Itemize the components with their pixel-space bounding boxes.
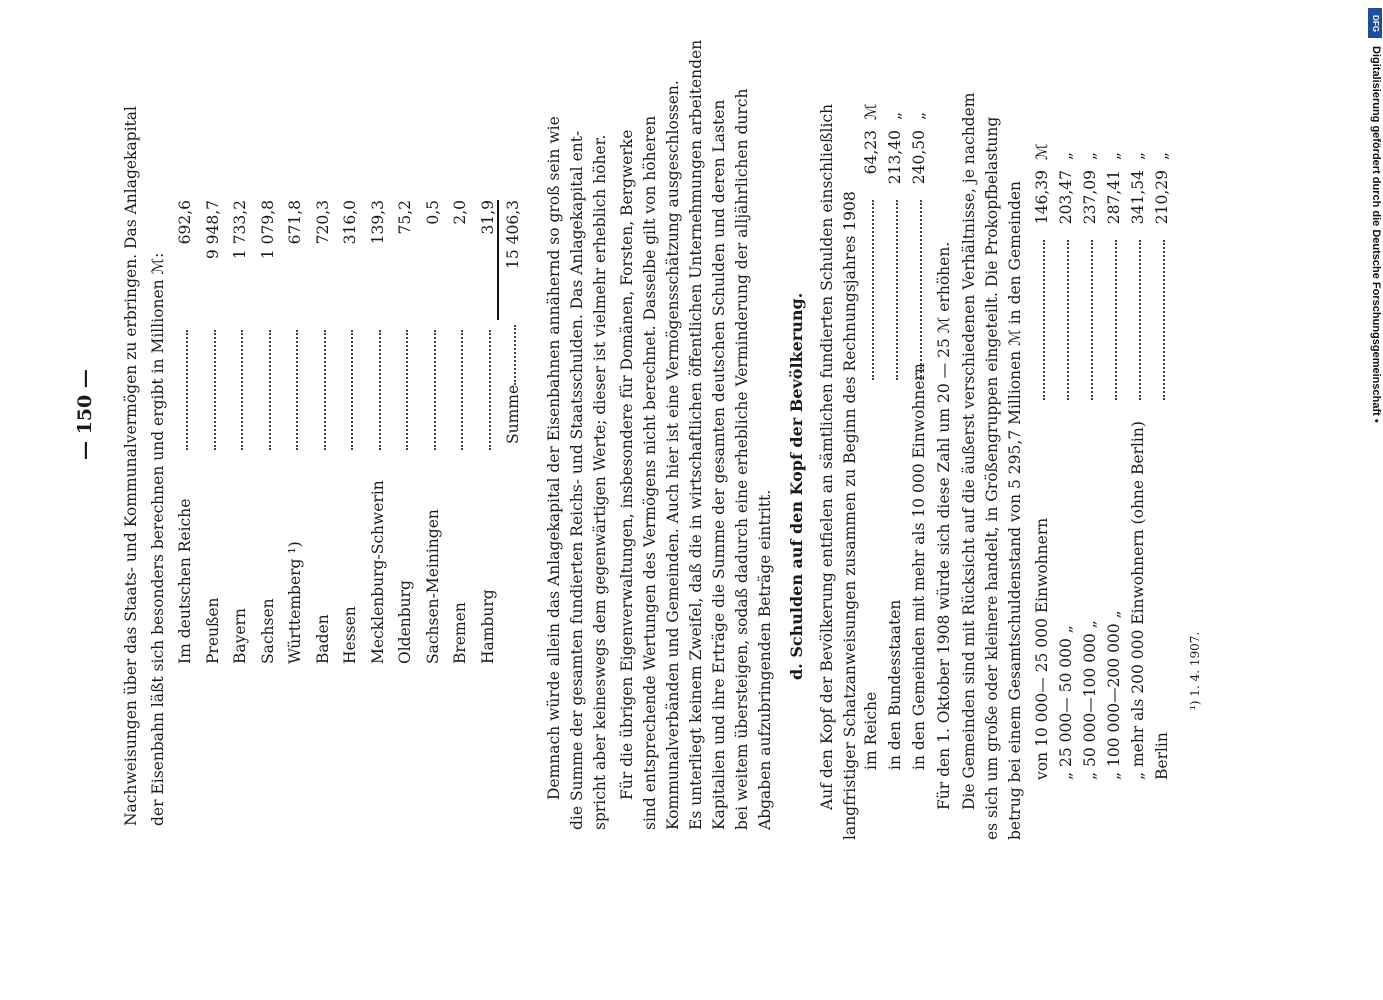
rail-label: Im deutschen Reiche <box>176 498 194 664</box>
para2-line: Für die übrigen Eigenverwaltungen, insbesondere für Domänen, Forsten, Bergwerke <box>618 129 636 800</box>
para1-line: Demnach würde allein das Anlagekapital der Eisenbahnen annähernd so groß sein wie <box>545 116 563 800</box>
dfg-credit-text: Digitalisierung gefördert durch die Deutsche Forschungsgemeinschaft • <box>1370 46 1382 423</box>
rail-label: Hamburg <box>478 589 497 664</box>
sum-rule <box>497 200 499 320</box>
headtab-dots <box>862 200 874 380</box>
munitab-dots <box>1153 240 1165 400</box>
rail-value: 9 948,7 <box>203 200 222 260</box>
munitab-label: „ 100 000—200 000 „ <box>1105 610 1123 780</box>
headtab-label: im Reiche <box>862 691 880 770</box>
munitab-label: Berlin <box>1153 732 1171 780</box>
para1-line: spricht aber keineswegs dem gegenwärtigen Werte; dieser ist vielmehr erheblich höher. <box>591 134 609 830</box>
headtab-value: 213,40 <box>886 130 904 185</box>
rail-value: 720,3 <box>313 200 332 245</box>
sum-dots <box>504 325 516 385</box>
dfg-logo-text: DFG <box>1370 14 1380 32</box>
munitab-value: 287,41 <box>1105 170 1123 225</box>
rail-value: 671,8 <box>286 200 304 245</box>
rail-label: Oldenburg <box>396 580 414 664</box>
headtab-unit: „ <box>910 111 928 120</box>
munitab-unit: „ <box>1105 151 1123 160</box>
rail-label: Württemberg ¹) <box>286 541 304 664</box>
munitab-dots <box>1033 240 1045 400</box>
para5-line: es sich um große oder kleinere handelt, in Größengruppen eingeteilt. Die Prokopfbelastung <box>983 116 1001 840</box>
rail-dots <box>341 330 353 450</box>
sum-label: Summe <box>504 384 522 444</box>
headtab-unit: ℳ <box>862 103 880 120</box>
rail-dots <box>204 330 216 450</box>
munitab-label: „ 25 000— 50 000 „ <box>1057 625 1075 780</box>
paragraph-4: Für den 1. Oktober 1908 würde sich diese Zahl um 20 — 25 ℳ erhöhen. <box>935 241 953 810</box>
rail-value: 2,0 <box>451 200 469 225</box>
munitab-dots <box>1105 240 1117 400</box>
intro-line-2: der Eisenbahn läßt sich besonders berechnen und ergibt in Millionen ℳ: <box>149 252 167 826</box>
munitab-unit: „ <box>1153 151 1171 160</box>
rail-label: Baden <box>313 614 332 664</box>
headtab-value: 64,23 <box>862 130 880 175</box>
dfg-credit <box>1366 6 1382 996</box>
munitab-dots <box>1081 240 1093 400</box>
rail-dots <box>424 330 436 450</box>
para2-line: Kommunalverbänden und Gemeinden. Auch hier ist eine Vermögensschätzung ausgeschlossen. <box>664 80 682 830</box>
munitab-label: „ 50 000—100 000 „ <box>1081 620 1099 780</box>
rail-dots <box>286 330 298 450</box>
rail-value: 75,2 <box>396 200 414 235</box>
munitab-value: 237,09 <box>1081 170 1099 225</box>
rail-dots <box>259 330 271 450</box>
para2-line: sind entsprechende Wertungen des Vermögens nicht berechnet. Dasselbe gilt von höheren <box>641 115 659 830</box>
munitab-label: „ mehr als 200 000 Einwohnern (ohne Berlin) <box>1129 421 1147 780</box>
para2-line: Es unterliegt keinem Zweifel, daß die in wirtschaftlichen öffentlichen Unternehmungen arbeitenden <box>687 39 705 830</box>
intro-line-1: Nachweisungen über das Staats- und Kommunalvermögen zu erbringen. Das Anlagekapital <box>122 106 140 826</box>
para3-line: langfristiger Schatzanweisungen zusammen zu Beginn des Rechnungsjahres 1908 <box>841 191 859 840</box>
munitab-value: 146,39 <box>1033 170 1051 225</box>
rail-dots <box>231 330 243 450</box>
para5-line: betrug bei einem Gesamtschuldenstand von 5 295,7 Millionen ℳ in den Gemeinden <box>1006 180 1024 840</box>
rail-value: 0,5 <box>423 200 442 225</box>
headtab-unit: „ <box>886 111 904 120</box>
munitab-unit: „ <box>1057 151 1075 160</box>
headtab-label: in den Gemeinden mit mehr als 10 000 Einwohnern <box>910 363 928 770</box>
rail-dots <box>369 330 381 450</box>
munitab-unit: „ <box>1081 151 1099 160</box>
rail-label: Preußen <box>203 597 222 664</box>
rail-value: 316,0 <box>341 200 359 245</box>
rail-value: 692,6 <box>176 200 194 245</box>
rail-dots <box>451 330 463 450</box>
para5-line: Die Gemeinden sind mit Rücksicht auf die äußerst verschiedenen Verhältnisse, je nachdem <box>960 92 978 810</box>
munitab-unit: ℳ <box>1033 143 1051 160</box>
rail-dots <box>314 330 326 450</box>
section-heading: d. Schulden auf den Kopf der Bevölkerung. <box>787 292 806 680</box>
para2-line: Abgaben aufzubringenden Beträge eintritt. <box>756 489 774 830</box>
headtab-label: in den Bundesstaaten <box>886 599 904 770</box>
rail-label: Bremen <box>451 602 469 664</box>
rail-label: Sachsen-Meiningen <box>423 509 442 664</box>
headtab-value: 240,50 <box>910 130 928 185</box>
rail-label: Hessen <box>341 606 359 664</box>
para1-line: die Summe der gesamten fundierten Reichs- und Staatsschulden. Das Anlagekapital ent- <box>568 130 586 830</box>
munitab-unit: „ <box>1129 151 1147 160</box>
rail-value: 31,9 <box>478 200 497 235</box>
munitab-dots <box>1129 240 1141 400</box>
headtab-dots <box>910 200 922 380</box>
rail-dots <box>479 330 491 450</box>
para2-line: Kapitalien und ihre Erträge die Summe der gesamten deutschen Schulden und deren Lasten <box>710 99 728 830</box>
footnote: ¹) 1. 4. 1907. <box>1188 631 1202 710</box>
page-number: — 150 — <box>74 369 96 460</box>
rail-value: 1 733,2 <box>231 200 249 260</box>
para2-line: bei weitem übersteigen, sodaß dadurch eine erhebliche Verminderung der alljährlichen durch <box>733 88 751 830</box>
rail-dots <box>176 330 188 450</box>
munitab-label: von 10 000— 25 000 Einwohnern <box>1033 517 1051 780</box>
rail-value: 1 079,8 <box>258 200 277 260</box>
para3-line: Auf den Kopf der Bevölkerung entfielen an sämtlichen fundierten Schulden einschließlich <box>818 103 836 810</box>
rail-label: Mecklenburg-Schwerin <box>368 480 387 664</box>
rail-label: Bayern <box>231 608 249 664</box>
rail-label: Sachsen <box>258 598 277 664</box>
sum-value: 15 406,3 <box>504 200 522 270</box>
rail-dots <box>396 330 408 450</box>
munitab-dots <box>1057 240 1069 400</box>
munitab-value: 341,54 <box>1129 170 1147 225</box>
munitab-value: 210,29 <box>1153 170 1171 225</box>
munitab-value: 203,47 <box>1057 170 1075 225</box>
rail-value: 139,3 <box>368 200 387 245</box>
headtab-dots <box>886 200 898 380</box>
